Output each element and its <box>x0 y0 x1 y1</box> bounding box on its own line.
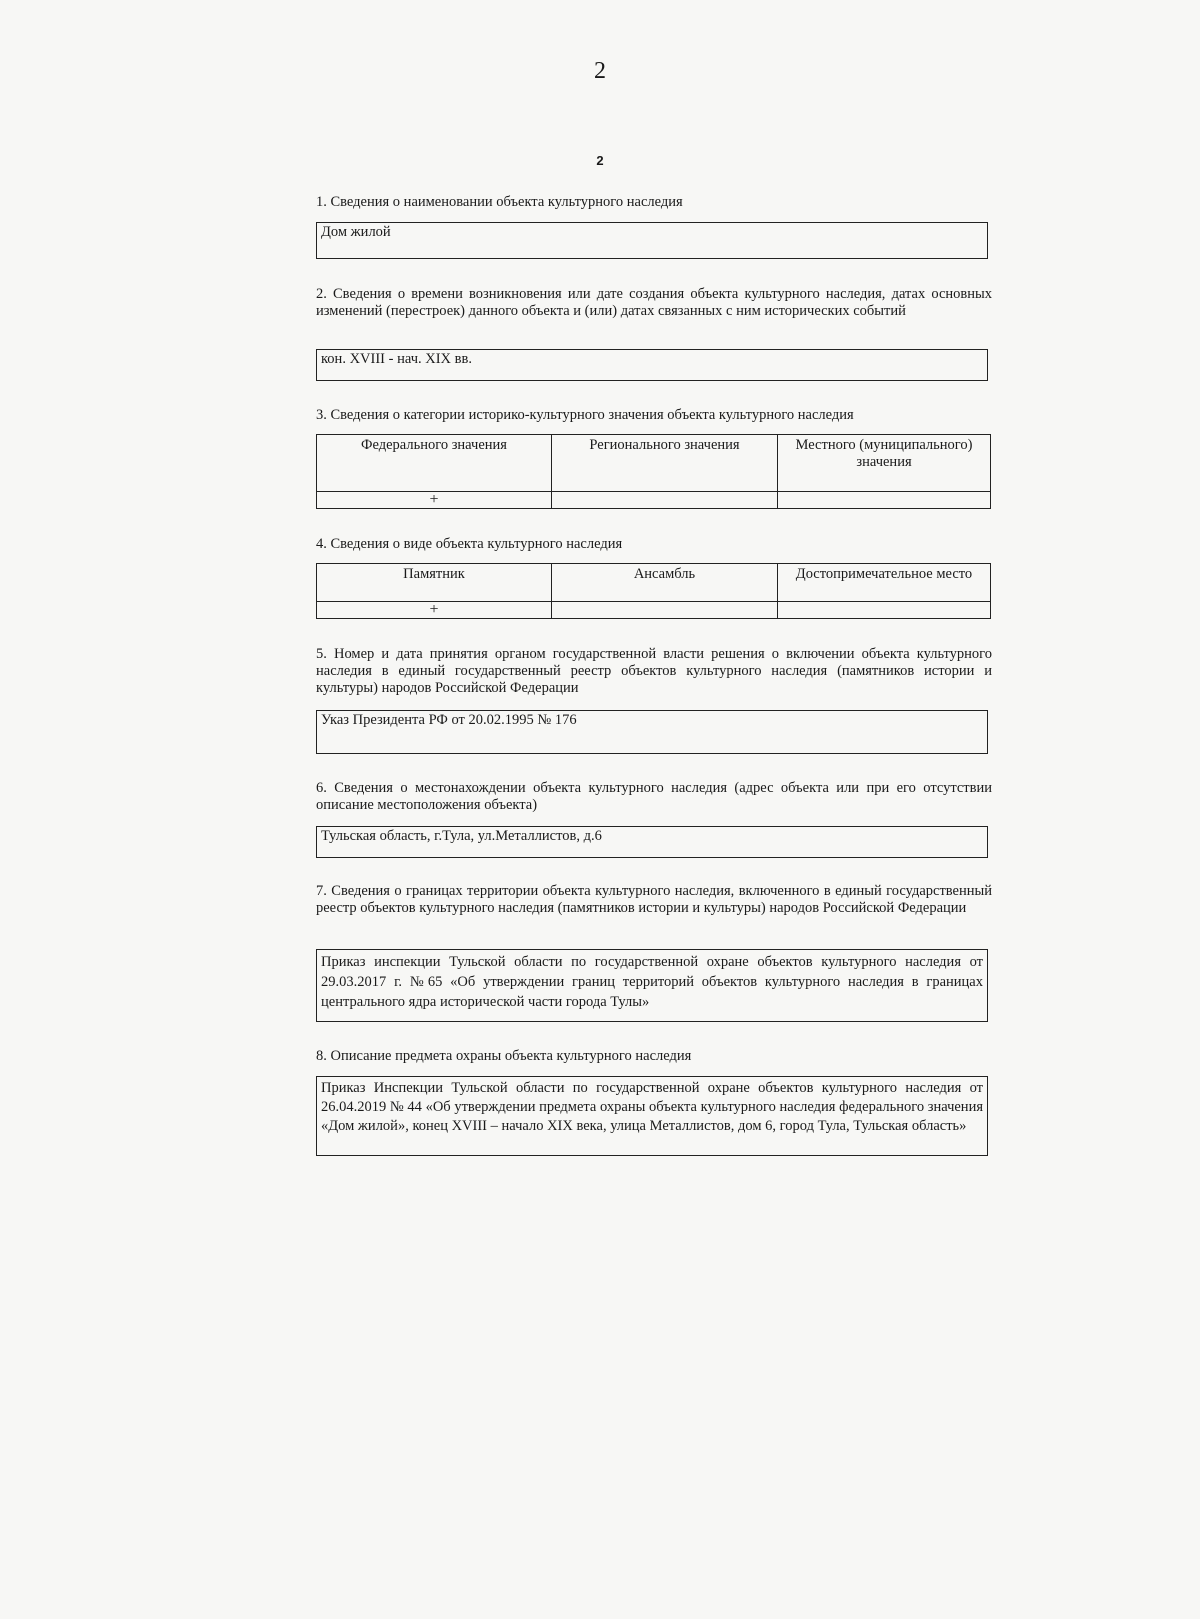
category-federal-mark: + <box>317 492 552 509</box>
type-landmark-mark <box>778 602 991 619</box>
section-4-heading: 4. Сведения о виде объекта культурного наследия <box>316 536 623 552</box>
section-3-heading: 3. Сведения о категории историко-культурного значения объекта культурного наследия <box>316 407 854 423</box>
section-5-heading: 5. Номер и дата принятия органом государственной власти решения о включении объекта культурного наследия в единый государственный реестр объектов культурного наследия (памятников истории и культуры) народов Российской Федерации <box>316 646 992 696</box>
section-1-heading: 1. Сведения о наименовании объекта культурного наследия <box>316 194 683 210</box>
section-2-value: кон. XVIII - нач. XIX вв. <box>321 351 472 367</box>
significance-category-table <box>316 434 991 509</box>
section-6-value: Тульская область, г.Тула, ул.Металлистов, д.6 <box>321 828 602 844</box>
type-landmark-header: Достопримечательное место <box>778 564 991 602</box>
section-6-value-box <box>316 826 988 858</box>
section-5-value: Указ Президента РФ от 20.02.1995 № 176 <box>321 712 577 728</box>
section-5-value-box <box>316 710 988 754</box>
category-regional-header: Регионального значения <box>552 435 778 492</box>
section-1-value: Дом жилой <box>321 224 391 240</box>
section-8-value-box <box>316 1076 988 1156</box>
section-6-heading: 6. Сведения о местонахождении объекта культурного наследия (адрес объекта или при его отсутствии описание местоположения объекта) <box>316 780 992 813</box>
type-monument-mark: + <box>317 602 552 619</box>
type-ensemble-header: Ансамбль <box>552 564 778 602</box>
section-8-heading: 8. Описание предмета охраны объекта культурного наследия <box>316 1048 692 1064</box>
type-monument-header: Памятник <box>317 564 552 602</box>
category-local-mark <box>778 492 991 509</box>
category-regional-mark <box>552 492 778 509</box>
section-2-heading: 2. Сведения о времени возникновения или дате создания объекта культурного наследия, датах основных изменений (перестроек) данного объекта и (или) датах связанных с ним исторических событий <box>316 286 992 319</box>
type-ensemble-mark <box>552 602 778 619</box>
section-7-value-box <box>316 949 988 1022</box>
section-8-value: Приказ Инспекции Тульской области по государственной охране объектов культурного наследия от 26.04.2019 № 44 «Об утверждении предмета охраны объекта культурного наследия федерального значения «Дом жилой», конец XVIII – начало XIX века, улица Металлистов, дом 6, город Тула, Тульская область» <box>321 1080 983 1134</box>
object-type-table <box>316 563 991 619</box>
section-7-value: Приказ инспекции Тульской области по государственной охране объектов культурного наследия от 29.03.2017 г. №65 «Об утверждении границ территорий объектов культурного наследия в границах центрального ядра исторической части города Тулы» <box>321 954 983 1010</box>
category-federal-header: Федерального значения <box>317 435 552 492</box>
section-1-value-box <box>316 222 988 259</box>
category-local-header: Местного (муниципального) значения <box>778 435 991 492</box>
page-number-top: 2 <box>594 58 606 84</box>
section-7-heading: 7. Сведения о границах территории объекта культурного наследия, включенного в единый государственный реестр объектов культурного наследия (памятников истории и культуры) народов Российской Федерации <box>316 883 992 916</box>
page-number-inner: 2 <box>596 153 604 168</box>
section-2-value-box <box>316 349 988 381</box>
